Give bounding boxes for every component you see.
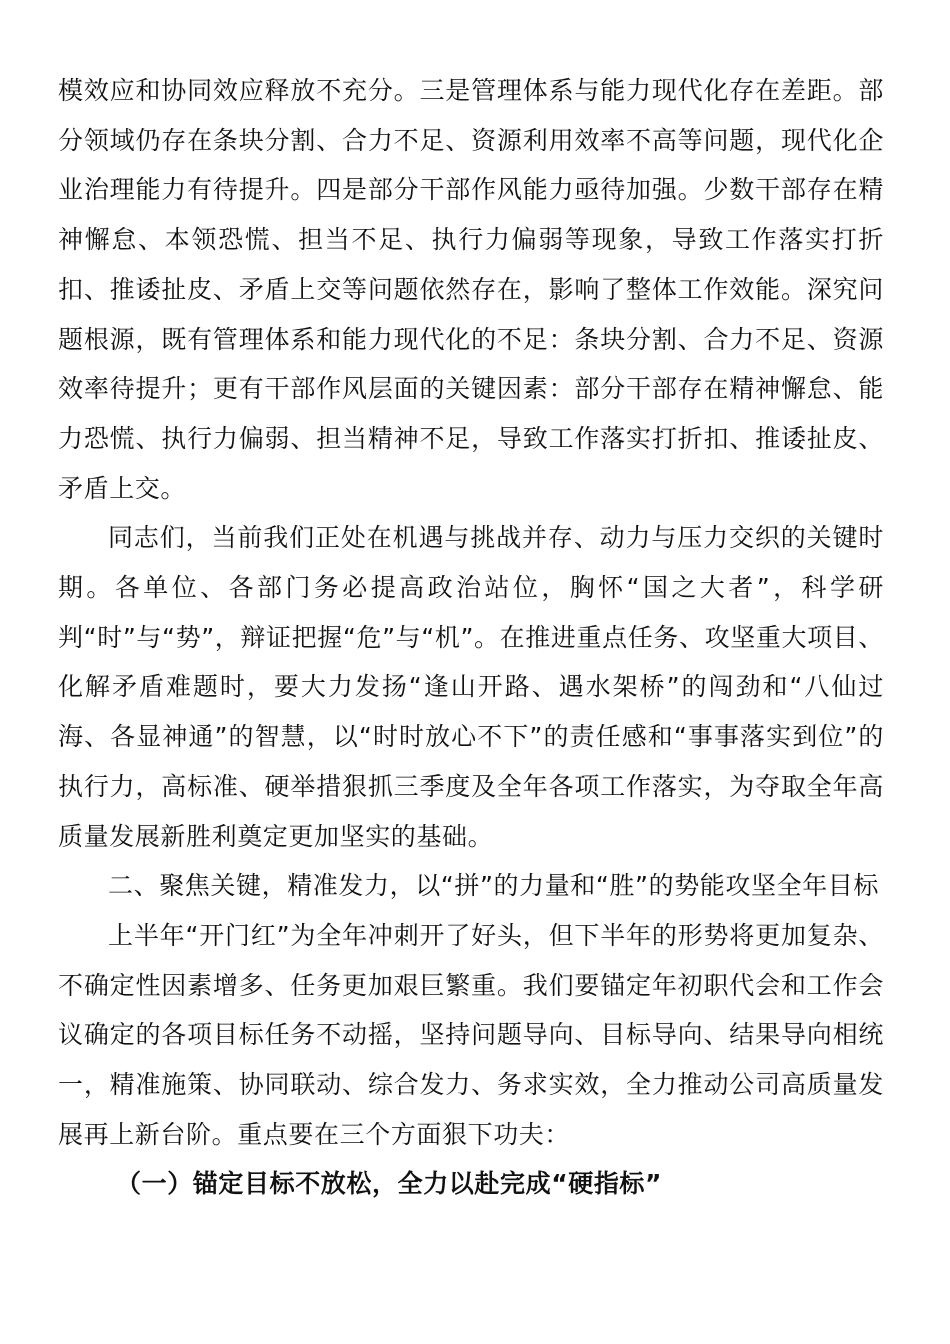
body-paragraph: 上半年“开门红”为全年冲刺开了好头，但下半年的形势将更加复杂、不确定性因素增多、任务更加艰巨繁重。我们要锚定年初职代会和工作会议确定的各项目标任务不动摇，坚持问题导向、目标导向、结果导向相统一，精准施策、协同联动、综合发力、务求实效，全力推动公司高质量发展再上新台阶。重点要在三个方面狠下功夫： [58, 920, 884, 1149]
subsection-heading: （一）锚定目标不放松，全力以赴完成“硬指标” [116, 1169, 663, 1199]
document-body [58, 66, 884, 1209]
body-paragraph: 模效应和协同效应释放不充分。三是管理体系与能力现代化存在差距。部分领域仍存在条块分割、合力不足、资源利用效率不高等问题，现代化企业治理能力有待提升。四是部分干部作风能力亟待加强。少数干部存在精神懈怠、本领恐慌、担当不足、执行力偏弱等现象，导致工作落实打折扣、推诿扯皮、矛盾上交等问题依然存在，影响了整体工作效能。深究问题根源，既有管理体系和能力现代化的不足：条块分割、合力不足、资源效率待提升；更有干部作风层面的关键因素：部分干部存在精神懈怠、能力恐慌、执行力偏弱、担当精神不足，导致工作落实打折扣、推诿扯皮、矛盾上交。 [58, 76, 884, 503]
section-heading: 二、聚焦关键，精准发力，以“拼”的力量和“胜”的势能攻坚全年目标 [108, 871, 880, 901]
body-paragraph: 同志们，当前我们正处在机遇与挑战并存、动力与压力交织的关键时期。各单位、各部门务必提高政治站位，胸怀“国之大者”，科学研判“时”与“势”，辩证把握“危”与“机”。在推进重点任务、攻坚重大项目、化解矛盾难题时，要大力发扬“逢山开路、遇水架桥”的闯劲和“八仙过海、各显神通”的智慧，以“时时放心不下”的责任感和“事事落实到位”的执行力，高标准、硬举措狠抓三季度及全年各项工作落实，为夺取全年高质量发展新胜利奠定更加坚实的基础。 [58, 523, 884, 851]
